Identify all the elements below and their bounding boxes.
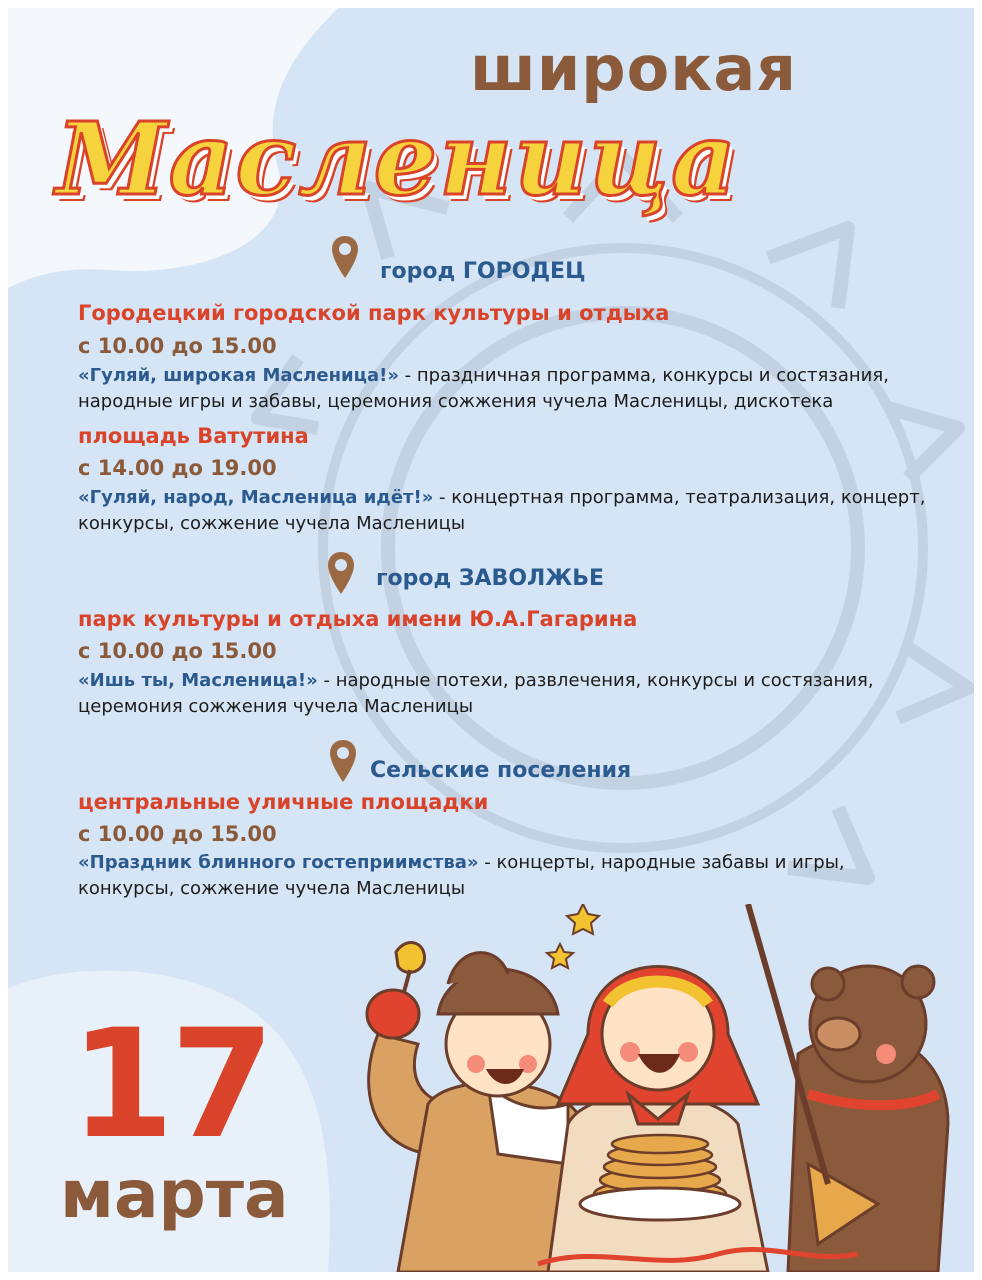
- event-description: [78, 363, 889, 415]
- description-text: - концерты, народные забавы и игры,: [478, 852, 845, 873]
- location-pin-icon: [328, 738, 358, 784]
- event-date-month: марта: [60, 1156, 289, 1233]
- venue-central-squares: центральные уличные площадки: [78, 790, 489, 814]
- event-time: с 14.00 до 19.00: [78, 456, 277, 480]
- poster: [8, 8, 974, 1272]
- event-date-day: 17: [70, 998, 271, 1172]
- program-name: «Ишь ты, Масленица!»: [78, 670, 318, 691]
- venue-vatutin-square: площадь Ватутина: [78, 424, 309, 448]
- location-rural-settlements: Сельские поселения: [370, 758, 632, 783]
- description-text: конкурсы, сожжение чучела Масленицы: [78, 513, 466, 534]
- event-description: [78, 850, 845, 902]
- location-gorodets: город ГОРОДЕЦ: [380, 259, 586, 284]
- event-time: с 10.00 до 15.00: [78, 822, 277, 846]
- location-zavolzhye: город ЗАВОЛЖЬЕ: [376, 566, 605, 591]
- location-pin-icon: [330, 234, 360, 280]
- festive-characters-illustration: [338, 904, 968, 1272]
- location-pin-icon: [326, 550, 356, 596]
- event-time: с 10.00 до 15.00: [78, 639, 277, 663]
- venue-park-gorodets: Городецкий городской парк культуры и отдыха: [78, 301, 670, 325]
- description-text: - концертная программа, театрализация, концерт,: [433, 487, 926, 508]
- description-text: церемония сожжения чучела Масленицы: [78, 696, 474, 717]
- poster-subtitle: широкая: [470, 32, 797, 105]
- description-text: народные игры и забавы, церемония сожжения чучела Масленицы, дискотека: [78, 391, 834, 412]
- program-name: «Гуляй, широкая Масленица!»: [78, 365, 399, 386]
- venue-gagarin-park: парк культуры и отдыха имени Ю.А.Гагарина: [78, 607, 638, 631]
- description-text: конкурсы, сожжение чучела Масленицы: [78, 878, 466, 899]
- program-name: «Праздник блинного гостеприимства»: [78, 852, 479, 873]
- event-description: [78, 485, 925, 537]
- description-text: - народные потехи, развлечения, конкурсы и состязания,: [317, 670, 874, 691]
- event-description: [78, 668, 874, 720]
- event-time: с 10.00 до 15.00: [78, 334, 277, 358]
- poster-title: Масленица: [56, 100, 738, 218]
- program-name: «Гуляй, народ, Масленица идёт!»: [78, 487, 434, 508]
- description-text: - праздничная программа, конкурсы и состязания,: [398, 365, 889, 386]
